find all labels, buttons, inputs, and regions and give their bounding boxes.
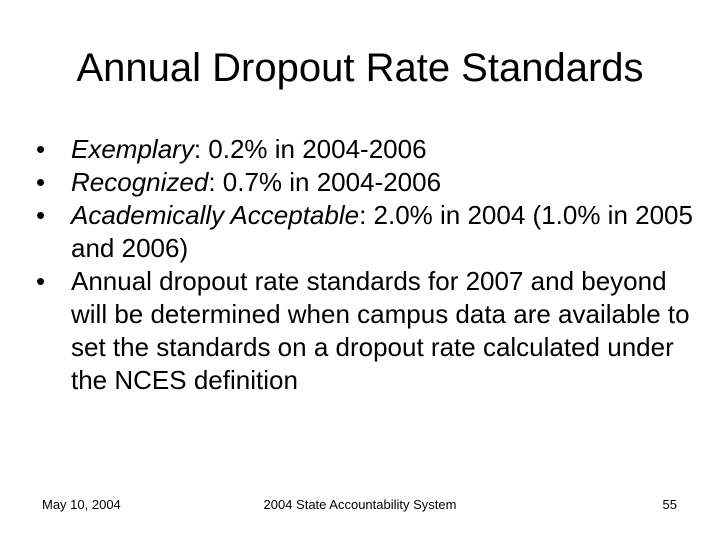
bullet-marker: • — [36, 266, 46, 296]
bullet-marker: • — [36, 134, 46, 164]
footer-date: May 10, 2004 — [42, 497, 121, 512]
bullet-item-recognized — [36, 166, 696, 199]
bullet-text: : 0.7% in 2004-2006 — [208, 167, 442, 197]
bullet-marker: • — [36, 200, 46, 230]
bullet-text: : 0.2% in 2004-2006 — [193, 134, 427, 164]
bullet-text: : 2.0% in 2004 (1.0% in 2005 and 2006) — [71, 200, 693, 263]
bullet-item-exemplary — [36, 133, 696, 166]
bullet-term: Recognized — [71, 167, 209, 197]
bullet-item-future-standards — [36, 265, 696, 397]
bullet-item-academically-acceptable — [36, 199, 696, 265]
bullet-text: Annual dropout rate standards for 2007 and beyond will be determined when campus data are available to set the standards on a dropout rate calculated under the NCES definition — [71, 266, 690, 395]
bullet-marker: • — [36, 167, 46, 197]
footer-title: 2004 State Accountability System — [263, 497, 457, 512]
page-number: 55 — [662, 497, 677, 512]
slide-title: Annual Dropout Rate Standards — [76, 46, 644, 90]
bullet-list — [36, 133, 696, 397]
bullet-term: Academically Acceptable — [71, 200, 360, 230]
bullet-term: Exemplary — [71, 134, 194, 164]
